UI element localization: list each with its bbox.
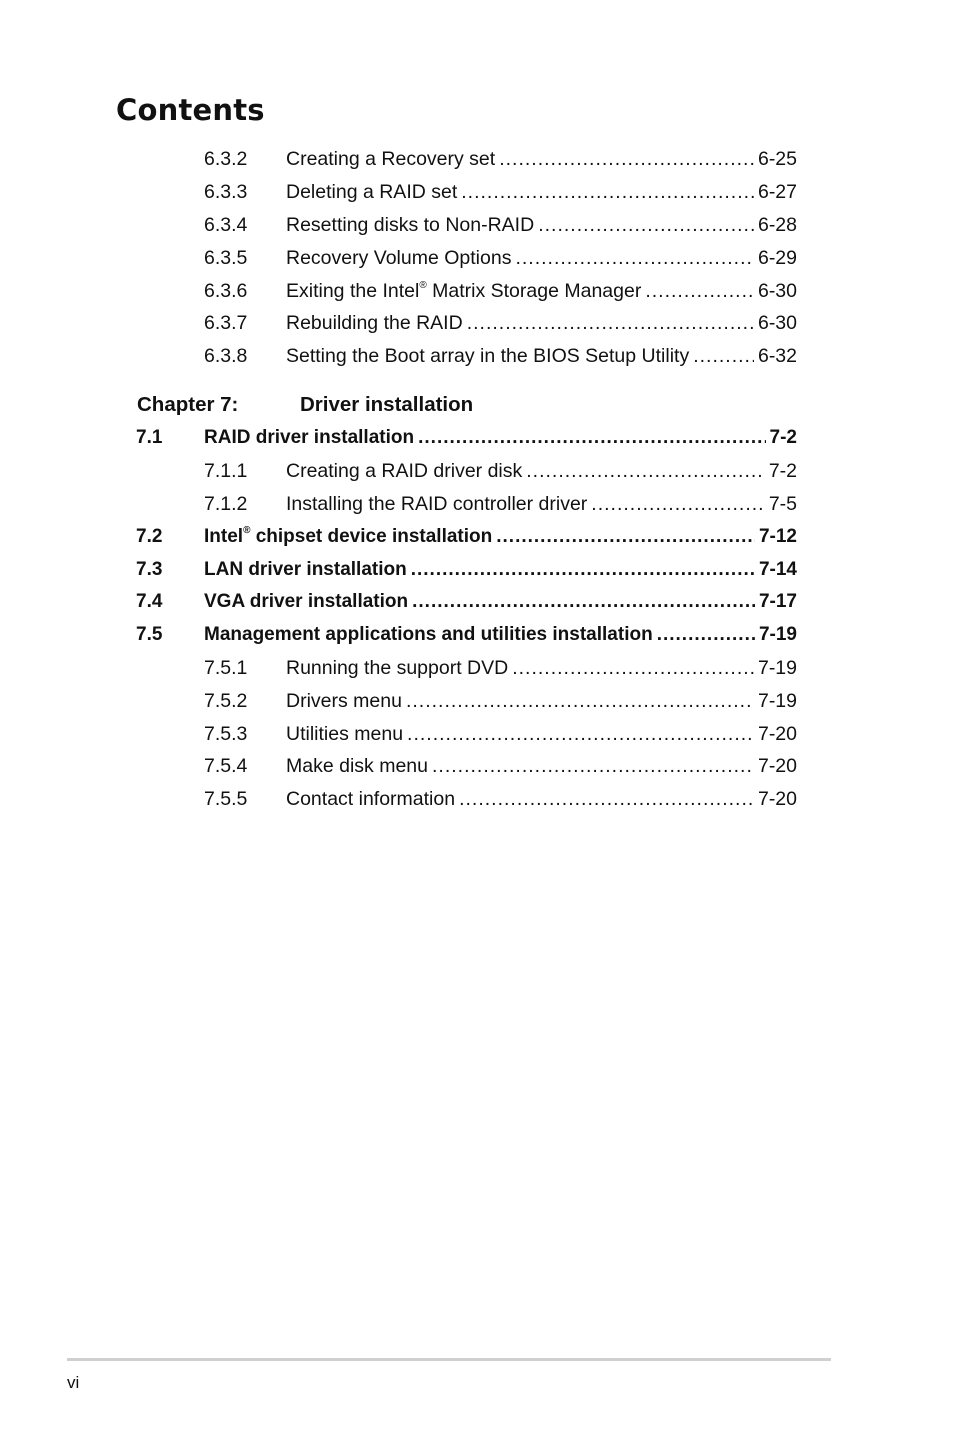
dot-leader: [432, 754, 754, 778]
toc-entry-number: 7.5: [136, 624, 163, 645]
toc-entry-page: 6-29: [757, 247, 797, 269]
toc-entry-label: Installing the RAID controller driver: [286, 493, 588, 515]
toc-entry-7-5-5[interactable]: [0, 787, 954, 811]
toc-entry-number: 7.1: [136, 427, 163, 448]
chapter-number: Chapter 7:: [137, 393, 239, 416]
toc-entry-number: 7.4: [136, 591, 163, 612]
dot-leader: [406, 689, 754, 713]
toc-entry-label: LAN driver installation: [204, 559, 407, 580]
toc-entry-7-5-1[interactable]: [0, 656, 954, 680]
toc-entry-number: 7.5.2: [204, 690, 248, 712]
toc-entry-label: RAID driver installation: [204, 427, 415, 448]
toc-entry-page: 6-25: [757, 148, 797, 170]
dot-leader: [657, 623, 755, 647]
toc-entry-page: 6-28: [757, 214, 797, 236]
toc-entry-number: 7.5.1: [204, 657, 248, 679]
toc-entry-label: Make disk menu: [286, 755, 428, 777]
toc-entry-number: 7.5.4: [204, 755, 248, 777]
toc-entry-label: Setting the Boot array in the BIOS Setup Utility: [286, 345, 690, 367]
dot-leader: [418, 426, 765, 450]
toc-entry-label: Exiting the Intel® Matrix Storage Manager: [286, 279, 642, 302]
dot-leader: [459, 787, 754, 811]
toc-entry-page: 7-5: [768, 493, 797, 515]
toc-entry-page: 6-30: [757, 280, 797, 302]
toc-entry-number: 6.3.8: [204, 345, 248, 367]
registered-trademark: ®: [243, 525, 251, 536]
toc-entry-7-5[interactable]: [0, 623, 954, 647]
toc-entry-6-3-8[interactable]: [0, 344, 954, 368]
toc-entry-7-3[interactable]: [0, 558, 954, 582]
toc-entry-6-3-4[interactable]: [0, 213, 954, 237]
toc-entry-page: 7-2: [768, 460, 797, 482]
toc-entry-label: Management applications and utilities installation: [204, 624, 653, 645]
toc-entry-7-4[interactable]: [0, 590, 954, 614]
toc-entry-number: 7.3: [136, 559, 163, 580]
toc-entry-number: 7.1.2: [204, 493, 248, 515]
toc-entry-page: 7-20: [757, 788, 797, 810]
toc-entry-7-5-2[interactable]: [0, 689, 954, 713]
toc-entry-number: 6.3.3: [204, 181, 248, 203]
toc-entry-page: 7-2: [769, 427, 797, 448]
toc-entry-page: 7-20: [757, 723, 797, 745]
toc-entry-label: Resetting disks to Non-RAID: [286, 214, 535, 236]
toc-entry-label: Recovery Volume Options: [286, 247, 512, 269]
toc-entry-label: Rebuilding the RAID: [286, 312, 463, 334]
toc-entry-label: Creating a Recovery set: [286, 148, 496, 170]
dot-leader: [499, 147, 754, 171]
toc-entry-number: 7.5.3: [204, 723, 248, 745]
dot-leader: [645, 279, 754, 303]
toc-entry-page: 7-12: [758, 526, 797, 547]
toc-entry-page: 7-19: [758, 624, 797, 645]
toc-entry-page: 6-30: [757, 312, 797, 334]
dot-leader: [412, 590, 755, 614]
toc-entry-6-3-3[interactable]: [0, 180, 954, 204]
toc-entry-page: 7-14: [758, 559, 797, 580]
toc-entry-label: VGA driver installation: [204, 591, 409, 612]
dot-leader: [515, 246, 754, 270]
toc-entry-number: 7.2: [136, 526, 163, 547]
toc-entry-page: 7-17: [758, 591, 797, 612]
toc-entry-7-2[interactable]: [0, 525, 954, 549]
registered-trademark: ®: [419, 279, 427, 291]
toc-entry-number: 6.3.2: [204, 148, 248, 170]
toc-entry-label: Drivers menu: [286, 690, 402, 712]
toc-entry-7-1-2[interactable]: [0, 492, 954, 516]
toc-entry-page: 7-19: [757, 657, 797, 679]
toc-entry-page: 7-19: [757, 690, 797, 712]
toc-entry-label: Contact information: [286, 788, 456, 810]
toc-entry-7-5-3[interactable]: [0, 722, 954, 746]
dot-leader: [591, 492, 765, 516]
toc-entry-number: 6.3.4: [204, 214, 248, 236]
page-number: vi: [67, 1373, 80, 1392]
dot-leader: [411, 558, 755, 582]
toc-entry-label: Running the support DVD: [286, 657, 509, 679]
toc-entry-6-3-7[interactable]: [0, 311, 954, 335]
toc-entry-label: Utilities menu: [286, 723, 404, 745]
toc-entry-number: 7.1.1: [204, 460, 248, 482]
toc-entry-6-3-5[interactable]: [0, 246, 954, 270]
page-title: Contents: [116, 93, 265, 127]
dot-leader: [467, 311, 754, 335]
toc-entry-7-1[interactable]: [0, 426, 954, 450]
dot-leader: [526, 459, 765, 483]
dot-leader: [538, 213, 754, 237]
toc-entry-7-1-1[interactable]: [0, 459, 954, 483]
chapter-heading[interactable]: [0, 392, 954, 418]
toc-entry-6-3-6[interactable]: [0, 279, 954, 303]
toc-entry-number: 6.3.7: [204, 312, 248, 334]
toc-entry-label: Creating a RAID driver disk: [286, 460, 523, 482]
toc-entry-number: 6.3.5: [204, 247, 248, 269]
toc-entry-label: Intel® chipset device installation: [204, 525, 493, 547]
footer-divider: [67, 1358, 831, 1361]
dot-leader: [693, 344, 754, 368]
chapter-title: Driver installation: [300, 393, 474, 416]
toc-entry-label: Deleting a RAID set: [286, 181, 458, 203]
dot-leader: [496, 525, 755, 549]
toc-entry-6-3-2[interactable]: [0, 147, 954, 171]
toc-entry-page: 6-32: [757, 345, 797, 367]
toc-entry-number: 6.3.6: [204, 280, 248, 302]
toc-entry-page: 7-20: [757, 755, 797, 777]
dot-leader: [512, 656, 754, 680]
toc-entry-number: 7.5.5: [204, 788, 248, 810]
toc-entry-7-5-4[interactable]: [0, 754, 954, 778]
toc-entry-page: 6-27: [757, 181, 797, 203]
dot-leader: [461, 180, 754, 204]
dot-leader: [407, 722, 754, 746]
